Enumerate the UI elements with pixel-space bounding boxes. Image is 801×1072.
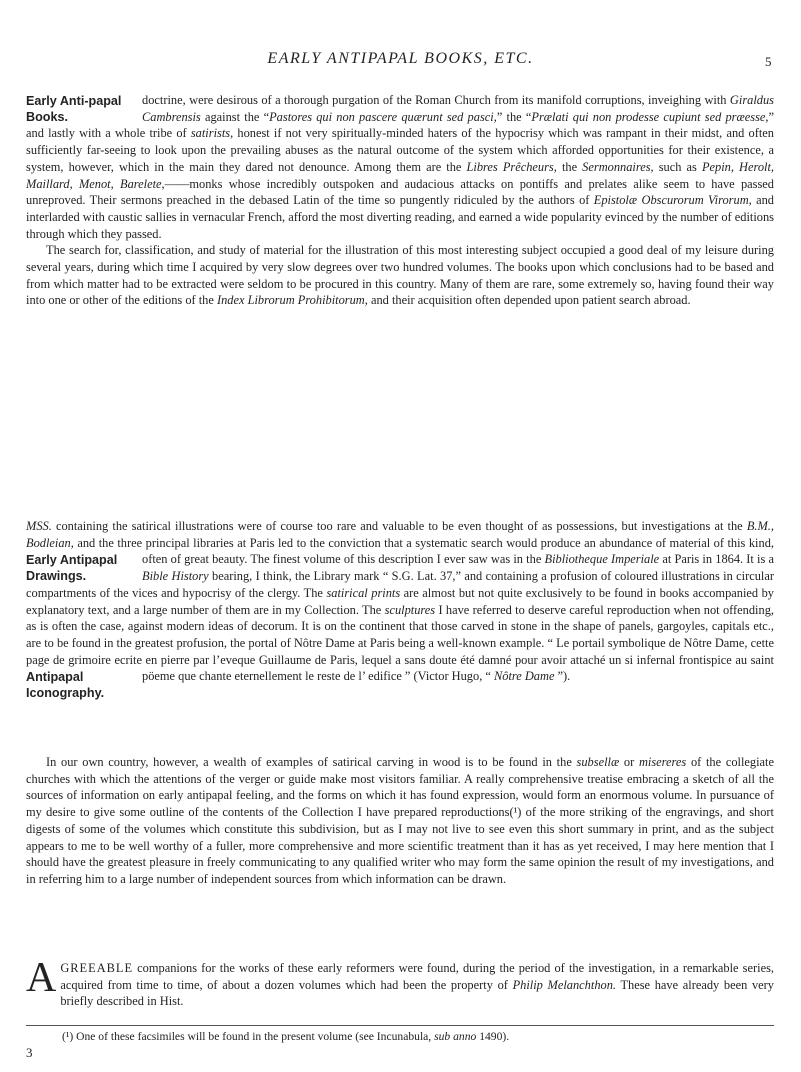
text: and their acquisition often depended upon patient search abroad. xyxy=(367,293,691,308)
text: of the collegiate churches with which the attentions of the verger or guide make most visitors familiar. A really comprehensive treatise embracing a sketch of all the sources of information on early antipapal feeling, and the forms on which it has found expression, would form an enormous volume. In pursuance of my desire to give some outline of the contents of the Collection I have prepared reproductions(¹) of the more striking of the engravings, and short digests of some of the volumes which constitute this subdivision, but as I may not live to see even this short summary in print, and as the subject appears to me to be well worthy of a fuller, more comprehensive and more scientific treatment than it has as yet received, I may here mention that I should have the greatest pleasure in freely communicating to any qualified writer who may form the same opinion the result of my investigations, and in referring him to a large number of independent sources from which information can be drawn. xyxy=(26,755,774,886)
italic-text: Pastores qui non pascere quærunt sed pasci, xyxy=(269,109,497,124)
paragraph xyxy=(26,92,774,242)
text: are almost but not quite exclusively to be found in books accompanied by explanatory text, and a large number of them are in my Collection. The xyxy=(26,585,774,617)
text: The search for, classification, and study of material for the illustration of this most interesting subject occupied a good deal of my leisure during several years, during which time I acquired by very slow degrees over two hundred volumes. The books upon which conclusions had to be based and from which matter had to be extracted were seldom to be procured in this country. Many of them are rare, some extremely so, having found their way into one or other of the editions of the xyxy=(26,243,774,308)
text: ——monks whose incredibly outspoken and audacious attacks on pontiffs and prelates alike seem to have passed unreproved. Their sermons preached in the debased Latin of the time so pungently ridiculed by the authors of xyxy=(26,176,774,208)
page-number: 5 xyxy=(765,54,772,69)
text: ” and lastly with a whole tribe of xyxy=(26,109,774,141)
italic-text: Giraldus Cambrensis xyxy=(142,93,774,124)
section-early-anti-papal-books xyxy=(26,92,774,309)
italic-text: satirists, xyxy=(190,126,234,141)
italic-text: Philip Melanchthon. xyxy=(512,977,616,992)
text: against the “ xyxy=(200,109,270,124)
text: honest if not very spiritually-minded haters of the hypocrisy which was rampant in their midst, and often sufficiently far-seeing to look upon the prevailing abuses as the natural outcome of the system which afforded opportunities for their existence, a system, however, which in the main they dared not denounce. Among them are the xyxy=(26,126,774,174)
text: 1490). xyxy=(476,1030,510,1043)
italic-text: B.M., Bodleian, xyxy=(26,519,774,550)
italic-text: Sermonnaires, xyxy=(582,159,654,174)
italic-text: Libres Prêcheurs, xyxy=(466,159,557,174)
italic-text: Nôtre Dame xyxy=(494,669,555,684)
text: In our own country, however, a wealth of examples of satirical carving in wood is to be found in the xyxy=(46,755,577,769)
italic-text: satirical prints xyxy=(326,585,401,600)
italic-text: Bibliotheque Imperiale xyxy=(544,552,660,567)
text: bearing, I think, the Library mark “ S.G. Lat. 37,” and containing a profusion of coloured illustrations in circular compartments of the vices and hypocrisy of the clergy. The xyxy=(26,569,774,600)
italic-text: misereres xyxy=(638,755,687,769)
text: (¹) One of these facsimiles will be found in the present volume (see Incunabula, xyxy=(62,1030,435,1043)
text: the xyxy=(556,159,583,174)
section-agreeable-companions xyxy=(26,955,774,1010)
italic-text: Epistolæ Obscurorum Virorum, xyxy=(593,193,752,208)
italic-text: Prælati qui non prodesse cupiunt sed præesse, xyxy=(531,109,769,124)
drop-cap: A xyxy=(26,955,57,1001)
italic-text: Pepin, Herolt, Maillard, Menot, Barelete, xyxy=(26,159,775,191)
text: and interlarded with caustic sallies in vernacular French, afford the most diverting reading, and earned a wide popularity evinced by the number of editions through which they passed. xyxy=(26,193,774,241)
text: or xyxy=(619,755,639,769)
italic-text: MSS. xyxy=(26,519,52,533)
text: containing the satirical illustrations were of course too rare and valuable to be even thought of as possessions, but investigations at the xyxy=(51,519,747,533)
sidenote: Antipapal Iconography. xyxy=(26,670,105,701)
text: ” the “ xyxy=(496,109,532,124)
sidenote: Early Antipapal Drawings. xyxy=(26,553,118,584)
italic-text: sub anno xyxy=(434,1030,477,1043)
text: ”). xyxy=(554,669,571,684)
text: and the three principal libraries at Paris led to the conviction that a systematic search would produce an abundance of material of this kind, often of great beauty. The finest volume of this description I ever saw was in the xyxy=(73,535,774,567)
footnote xyxy=(62,1030,782,1043)
italic-text: subsellæ xyxy=(576,755,620,769)
text: I have referred to deserve careful reproduction when not offending, as is often the case, against modern ideas of decorum. It is on the continent that those carved in stone in the shape of panels, gargoyles, capitals etc., are to be found in the greatest profusion, the portal of Nôtre Dame at Paris being a well-known example. “ Le portail symbolique de Nôtre Dame, cette page de grimoire ecrite en pierre par l’eveque Guillaume de Paris, lequel a sans doute été damné pour avoir attaché un si infernal frontispice au saint pöeme que chante eternellement le reste de l’ edifice ” (Victor Hugo, “ xyxy=(26,602,774,684)
small-caps-text: GREEABLE xyxy=(60,961,134,975)
italic-text: sculptures xyxy=(384,602,436,617)
running-head: EARLY ANTIPAPAL BOOKS, ETC. xyxy=(267,50,534,67)
paragraph xyxy=(26,242,774,309)
sidenote: Early Anti-papal Books. xyxy=(26,94,122,124)
sidenote-early-anti-papal-books: doctrine, were desirous of a thorough purgation of the Roman Church from its manifold corruptions, inveighing with xyxy=(142,93,730,107)
italic-text: Index Librorum Prohibitorum, xyxy=(216,293,368,308)
footnote-rule xyxy=(26,1025,774,1026)
paragraph xyxy=(26,955,774,1010)
section-satirical-carving xyxy=(26,754,774,888)
text: at Paris in 1864. It is a xyxy=(659,552,774,567)
paragraph xyxy=(26,754,774,888)
section-early-antipapal-drawings xyxy=(26,518,774,701)
italic-text: Bible History xyxy=(142,569,209,584)
text: companions for the works of these early reformers were found, during the period of the investigation, in a remarkable series, acquired from time to time, of about a dozen volumes which had been the property of xyxy=(60,961,774,992)
text: These have already been very briefly described in Hist. xyxy=(60,977,774,1009)
text: such as xyxy=(653,159,702,174)
paragraph xyxy=(26,518,774,701)
signature-mark: 3 xyxy=(26,1045,33,1060)
